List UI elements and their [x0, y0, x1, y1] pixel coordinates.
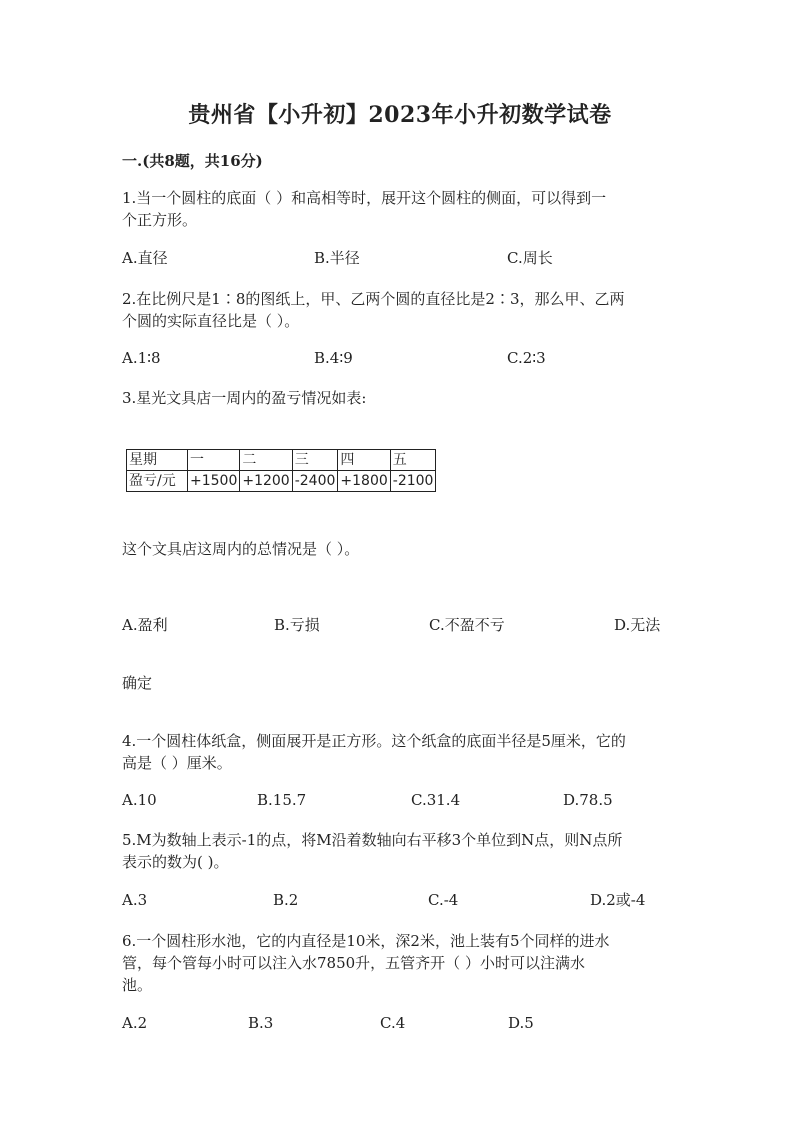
q3-option-d: D.无法 — [614, 616, 661, 634]
q3-option-a: A.盈利 — [122, 616, 168, 634]
question-6-line-2: 管，每个管每小时可以注入水7850升，五管齐开（ ）小时可以注满水 — [122, 954, 585, 972]
q6-option-d: D.5 — [508, 1014, 534, 1032]
q4-option-a: A.10 — [122, 791, 157, 809]
question-3: 3.星光文具店一周内的盈亏情况如表: — [122, 389, 367, 407]
table-cell: -2400 — [292, 471, 338, 492]
q2-option-b: B.4∶9 — [314, 349, 353, 367]
q1-option-b: B.半径 — [314, 249, 360, 267]
q6-option-c: C.4 — [380, 1014, 406, 1032]
table-cell: 三 — [292, 450, 338, 471]
table-cell: 二 — [240, 450, 292, 471]
question-6-line-3: 池。 — [122, 976, 153, 994]
question-2-line-2: 个圆的实际直径比是（ ）。 — [122, 312, 300, 330]
table-cell: 四 — [338, 450, 390, 471]
q5-option-a: A.3 — [122, 891, 148, 909]
q6-option-a: A.2 — [122, 1014, 148, 1032]
table-cell: -2100 — [390, 471, 436, 492]
question-2 — [122, 288, 682, 332]
question-1 — [122, 187, 682, 231]
q2-option-c: C.2∶3 — [507, 349, 546, 367]
q4-option-d: D.78.5 — [563, 791, 613, 809]
question-3-prompt: 这个文具店这周内的总情况是（ ）。 — [122, 540, 360, 558]
table-cell: 五 — [390, 450, 436, 471]
exam-title: 贵州省【小升初】2023年小升初数学试卷 — [188, 102, 612, 128]
q5-option-b: B.2 — [273, 891, 299, 909]
profit-loss-table — [126, 449, 436, 492]
question-5-line-2: 表示的数为( )。 — [122, 853, 229, 871]
question-1-line-1: 1.当一个圆柱的底面（ ）和高相等时，展开这个圆柱的侧面，可以得到一 — [122, 189, 607, 207]
question-1-line-2: 个正方形。 — [122, 211, 198, 229]
q2-option-a: A.1∶8 — [122, 349, 161, 367]
q6-option-b: B.3 — [248, 1014, 274, 1032]
table-cell: 一 — [188, 450, 240, 471]
q3-option-b: B.亏损 — [274, 616, 320, 634]
question-2-line-1: 2.在比例尺是1∶8的图纸上，甲、乙两个圆的直径比是2∶3，那么甲、乙两 — [122, 290, 625, 308]
question-5 — [122, 829, 682, 873]
question-4-line-2: 高是（ ）厘米。 — [122, 754, 232, 772]
table-cell: +1500 — [188, 471, 240, 492]
question-6 — [122, 930, 682, 996]
q3-option-d-continued: 确定 — [122, 674, 153, 692]
q1-option-a: A.直径 — [122, 249, 168, 267]
table-cell: +1200 — [240, 471, 292, 492]
question-5-line-1: 5.M为数轴上表示-1的点，将M沿着数轴向右平移3个单位到N点，则N点所 — [122, 831, 623, 849]
table-row — [127, 471, 436, 492]
table-cell: 盈亏/元 — [127, 471, 188, 492]
q3-option-c: C.不盈不亏 — [429, 616, 505, 634]
question-4-line-1: 4.一个圆柱体纸盒，侧面展开是正方形。这个纸盒的底面半径是5厘米，它的 — [122, 732, 626, 750]
question-6-line-1: 6.一个圆柱形水池，它的内直径是10米，深2米，池上装有5个同样的进水 — [122, 932, 610, 950]
table-cell: 星期 — [127, 450, 188, 471]
question-4 — [122, 730, 682, 774]
q4-option-c: C.31.4 — [411, 791, 461, 809]
section-heading: 一.(共8题，共16分) — [122, 152, 263, 170]
table-cell: +1800 — [338, 471, 390, 492]
q5-option-c: C.-4 — [428, 891, 459, 909]
q1-option-c: C.周长 — [507, 249, 553, 267]
q5-option-d: D.2或-4 — [590, 891, 646, 909]
q4-option-b: B.15.7 — [257, 791, 307, 809]
table-header-row — [127, 450, 436, 471]
